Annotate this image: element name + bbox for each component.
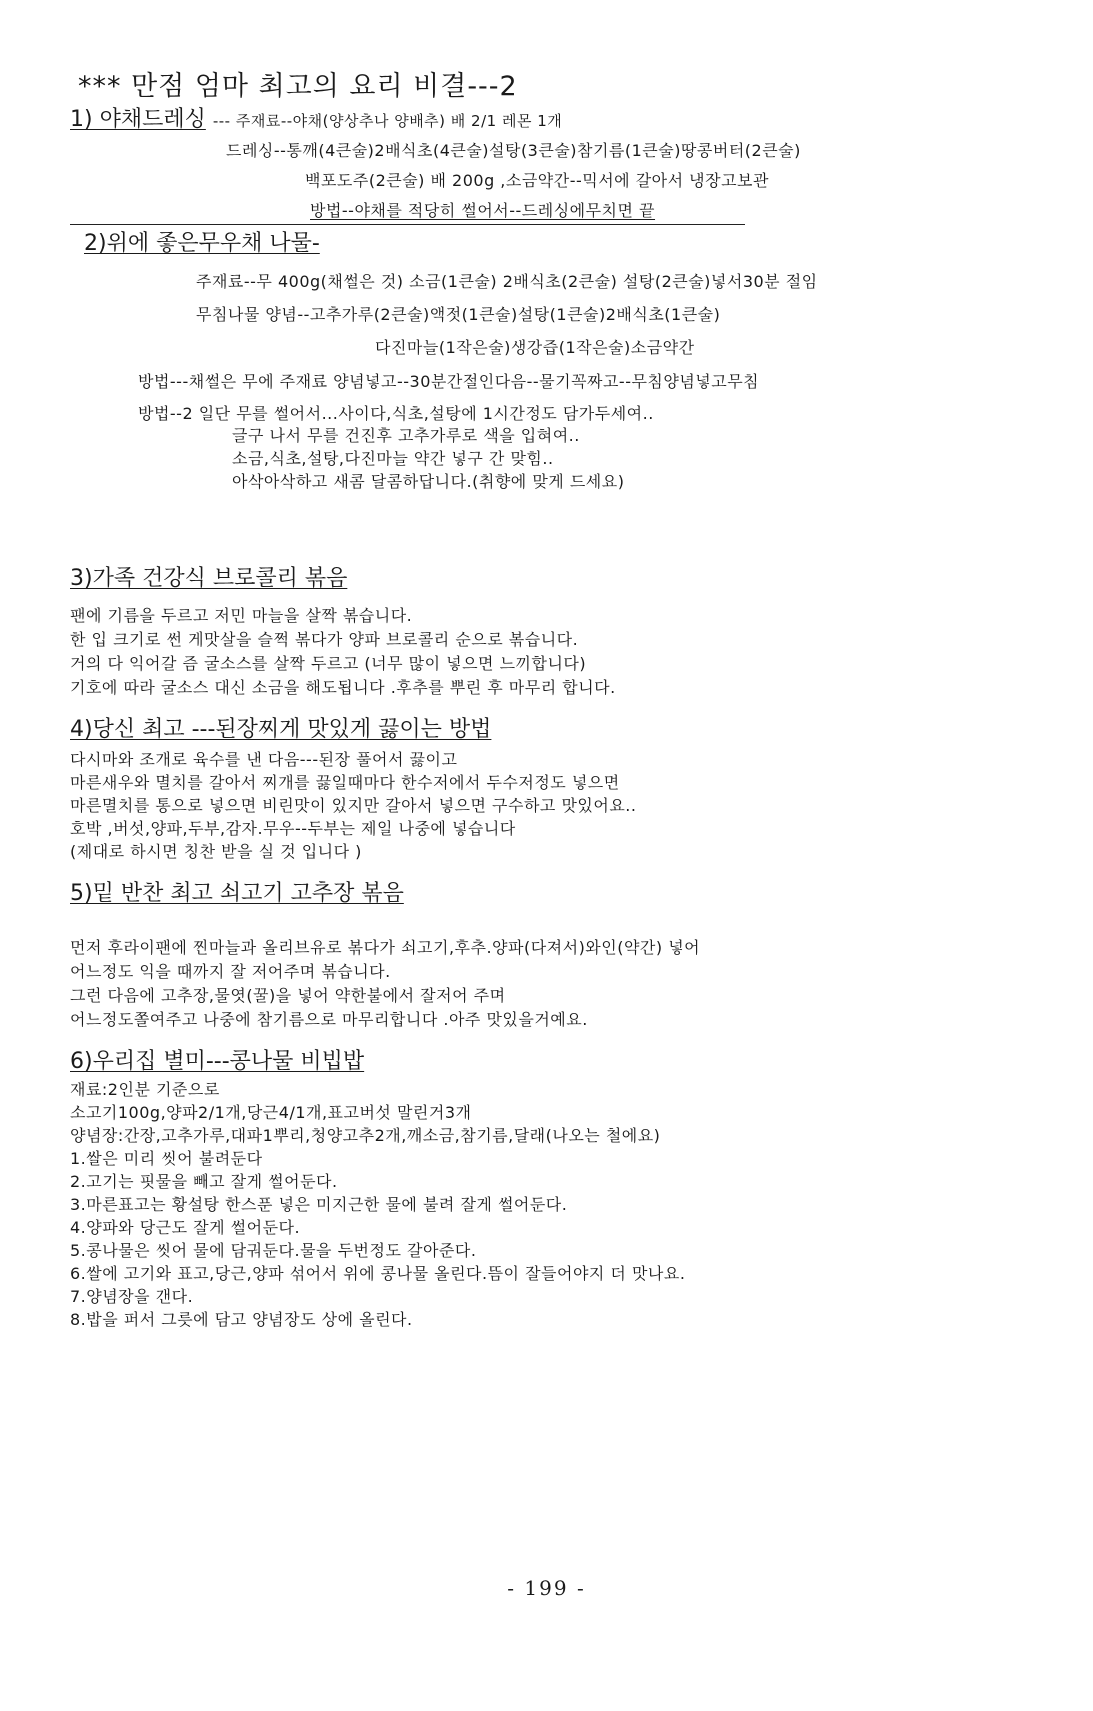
section-2-heading-row (84, 230, 320, 258)
section-4-line-5: (제대로 하시면 칭찬 받을 실 것 입니다 ) (70, 842, 362, 861)
section-1-heading: 1) 야채드레싱 (70, 107, 206, 132)
section-2-line-2: 무침나물 양념--고추가루(2큰술)액젓(1큰술)설탕(1큰술)2배식초(1큰술) (196, 305, 721, 324)
section-3-line-1: 팬에 기름을 두르고 저민 마늘을 살짝 볶습니다. (70, 606, 413, 625)
section-6-line-9: 6.쌀에 고기와 표고,당근,양파 섞어서 위에 콩나물 올린다.뜸이 잘들어야지 더 맛나요. (70, 1264, 686, 1283)
section-6-heading: 6)우리집 별미---콩나물 비빕밥 (70, 1049, 365, 1074)
section-2-line-1: 주재료--무 400g(채썰은 것) 소금(1큰술) 2배식초(2큰술) 설탕(2큰술)넣서30분 절임 (196, 272, 818, 291)
section-3-heading-row (70, 565, 347, 593)
section-4-heading: 4)당신 최고 ---된장찌게 맛있게 끓이는 방법 (70, 717, 492, 742)
section-4-line-4: 호박 ,버섯,양파,두부,감자.무우--두부는 제일 나중에 넣습니다 (70, 819, 516, 838)
section-6-line-2: 소고기100g,양파2/1개,당근4/1개,표고버섯 말린거3개 (70, 1103, 472, 1122)
section-5-line-4: 어느정도쫄여주고 나중에 참기름으로 마무리합니다 .아주 맛있을거예요. (70, 1010, 588, 1029)
page-title: *** 만점 엄마 최고의 요리 비결---2 (78, 71, 518, 102)
section-2-line-3: 다진마늘(1작은술)생강즙(1작은술)소금약간 (375, 338, 695, 357)
section-6-line-7: 4.양파와 당근도 잘게 썰어둔다. (70, 1218, 301, 1237)
section-6-line-4: 1.쌀은 미리 씻어 불려둔다 (70, 1149, 263, 1168)
section-3-line-4: 기호에 따라 굴소스 대신 소금을 해도됩니다 .후추를 뿌린 후 마무리 합니다. (70, 678, 616, 697)
section-5-heading: 5)밑 반찬 최고 쇠고기 고추장 볶음 (70, 881, 404, 906)
section-2-line-5: 방법--2 일단 무를 썰어서...사이다,식초,설탕에 1시간정도 담가두세여.. (138, 404, 654, 423)
section-6-line-10: 7.양념장을 갠다. (70, 1287, 194, 1306)
section-divider (70, 224, 745, 225)
section-6-line-3: 양념장:간장,고추가루,대파1뿌리,청양고추2개,깨소금,참기름,달래(나오는 철에요) (70, 1126, 661, 1145)
section-6-line-8: 5.콩나물은 씻어 물에 담궈둔다.물을 두번정도 갈아준다. (70, 1241, 477, 1260)
section-6-line-5: 2.고기는 핏물을 빼고 잘게 썰어둔다. (70, 1172, 338, 1191)
section-4-heading-row (70, 716, 491, 744)
section-5-heading-row (70, 880, 404, 908)
section-2-line-6: 글구 나서 무를 건진후 고추가루로 색을 입혀여.. (232, 426, 580, 445)
section-3-line-3: 거의 다 익어갈 즘 굴소스를 살짝 두르고 (너무 많이 넣으면 느끼합니다) (70, 654, 587, 673)
section-6-line-6: 3.마른표고는 황설탕 한스푼 넣은 미지근한 물에 불려 잘게 썰어둔다. (70, 1195, 568, 1214)
section-1-line-1: 드레싱--통깨(4큰술)2배식초(4큰술)설탕(3큰술)참기름(1큰술)땅콩버터(2큰술) (226, 141, 801, 160)
section-1-heading-rest: --- 주재료--야채(양상추나 양배추) 배 2/1 레몬 1개 (212, 112, 563, 130)
page-number: - 199 - (507, 1576, 586, 1600)
section-6-line-11: 8.밥을 퍼서 그릇에 담고 양념장도 상에 올린다. (70, 1310, 413, 1329)
section-2-line-8: 아삭아삭하고 새콤 달콤하답니다.(취향에 맞게 드세요) (232, 472, 625, 491)
section-6-line-1: 재료:2인분 기준으로 (70, 1080, 220, 1099)
section-4-line-2: 마른새우와 멸치를 갈아서 찌개를 끓일때마다 한수저에서 두수저정도 넣으면 (70, 773, 620, 792)
section-1-line-2: 백포도주(2큰술) 배 200g ,소금약간--믹서에 갈아서 냉장고보관 (305, 171, 769, 190)
section-2-line-7: 소금,식초,설탕,다진마늘 약간 넣구 간 맞힘.. (232, 449, 554, 468)
section-2-line-4: 방법---채썰은 무에 주재료 양념넣고--30분간절인다음--물기꼭짜고--무침양념넣고무침 (138, 372, 760, 391)
section-4-line-1: 다시마와 조개로 육수를 낸 다음---된장 풀어서 끓이고 (70, 750, 458, 769)
section-5-line-1: 먼저 후라이팬에 찐마늘과 올리브유로 볶다가 쇠고기,후추.양파(다져서)와인(약간) 넣어 (70, 938, 701, 957)
section-1-line-3: 방법--야채를 적당히 썰어서--드레싱에무치면 끝 (310, 201, 656, 220)
section-1-heading-row (70, 106, 562, 135)
section-5-line-2: 어느정도 익을 때까지 잘 저어주며 볶습니다. (70, 962, 391, 981)
section-4-line-3: 마른멸치를 통으로 넣으면 비린맛이 있지만 갈아서 넣으면 구수하고 맛있어요.. (70, 796, 637, 815)
section-6-heading-row (70, 1048, 364, 1076)
section-3-line-2: 한 입 크기로 썬 게맛살을 슬쩍 볶다가 양파 브로콜리 순으로 볶습니다. (70, 630, 579, 649)
section-3-heading: 3)가족 건강식 브로콜리 볶음 (70, 566, 348, 591)
section-2-heading: 2)위에 좋은무우채 나물- (84, 231, 320, 256)
section-5-line-3: 그런 다음에 고추장,물엿(꿀)을 넣어 약한불에서 잘저어 주며 (70, 986, 506, 1005)
